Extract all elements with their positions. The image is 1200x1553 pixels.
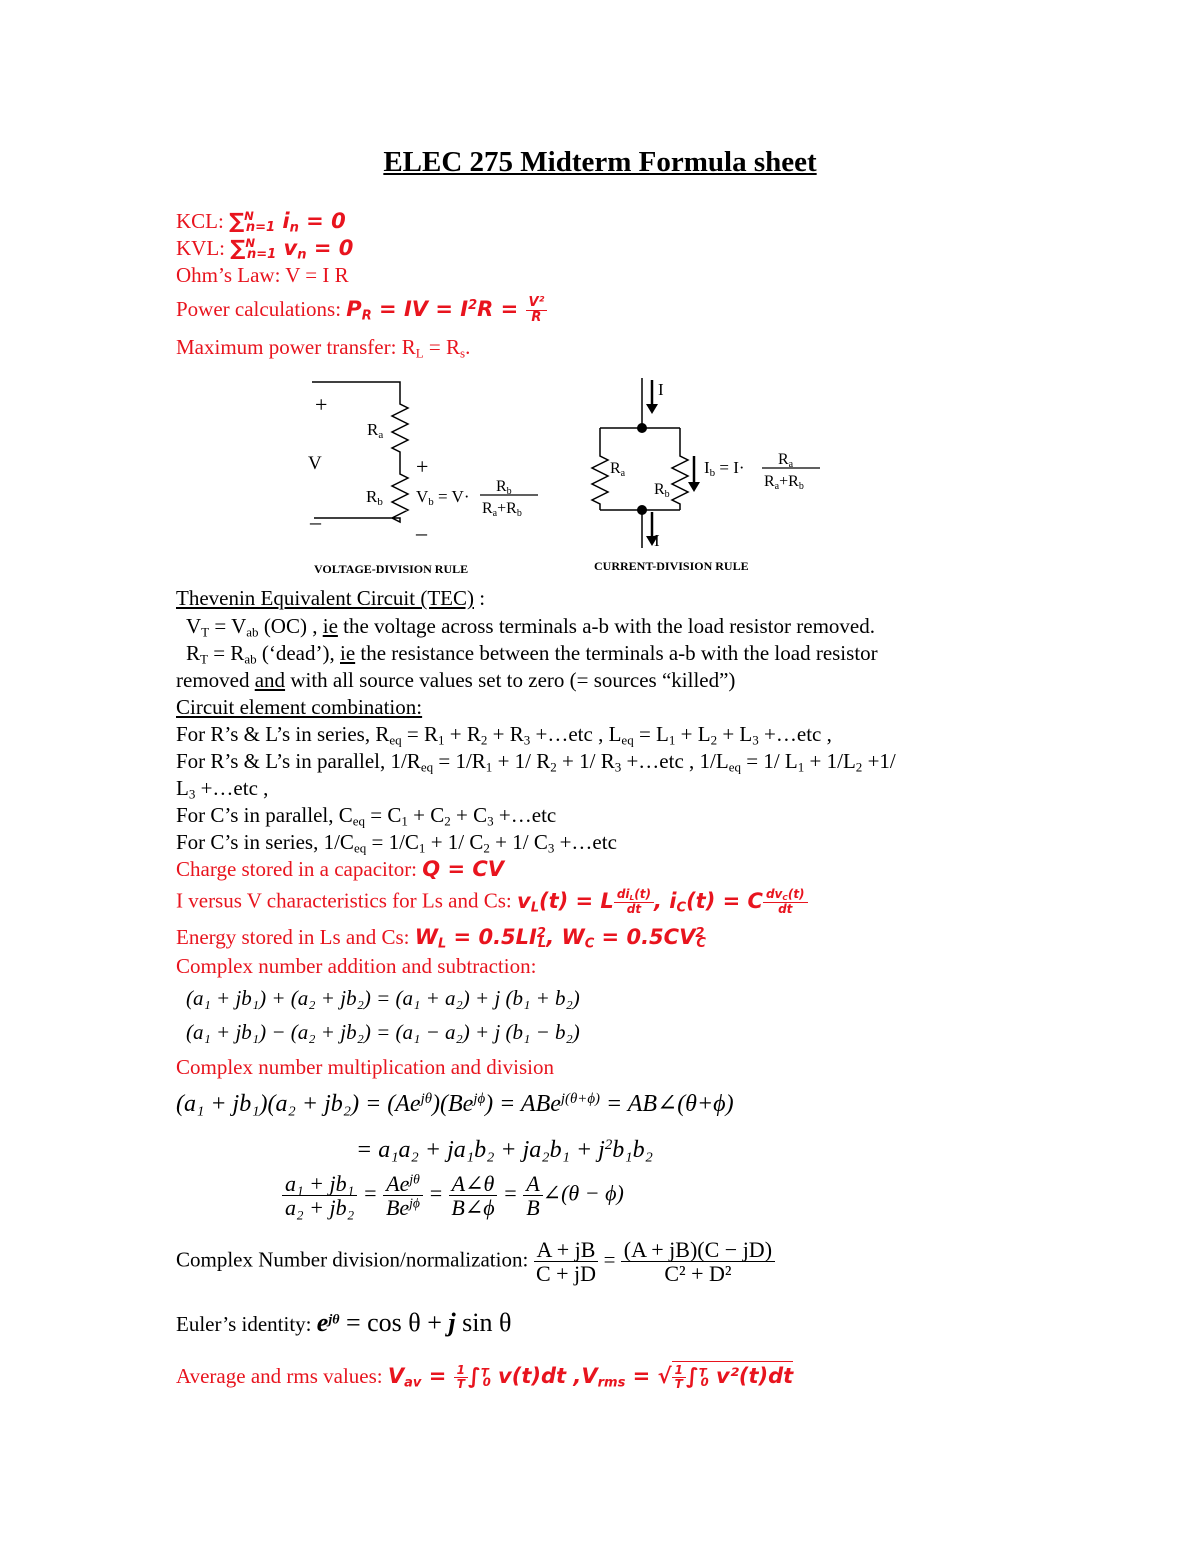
charge-line: Charge stored in a capacitor: Q = CV bbox=[176, 857, 505, 881]
complex-mul-expansion: = $a_1a_2 + ja_1b_2 + ja_2b_1 + j^2b_1b_2$ bbox=[356, 1137, 653, 1164]
cd-arrow-ib-head bbox=[688, 482, 700, 492]
cd-rb-wire bbox=[672, 428, 688, 510]
vd-rb-label: Rb bbox=[366, 487, 383, 508]
vd-denominator: Ra+Rb bbox=[482, 500, 522, 519]
power-line bbox=[176, 296, 547, 324]
power-label: Power calculations: bbox=[176, 297, 342, 322]
thevenin-vt: $V_T = V_{ab}$ (OC) , ie the voltage across terminals a-b with the load resistor removed. bbox=[186, 614, 875, 640]
kvl-label: KVL: bbox=[176, 236, 225, 261]
average-rms-equation: $V_{av}$ = $\frac{1}{T}$ ∫$^T_0$ v(t)dt $,V_{rms}$ = √ $\frac{1}{T}$ ∫$^T_0$ v²(t)dt bbox=[387, 1363, 794, 1391]
parallel-l3-line: $L_3$ +…etc , bbox=[176, 776, 269, 802]
vd-vb-formula: Vb = V· bbox=[416, 487, 470, 508]
vd-caption: VOLTAGE-DIVISION RULE bbox=[314, 562, 469, 576]
thevenin-rt: $R_T = R_{ab}$ (‘dead’), ie the resistance between the terminals a-b with the load resistor bbox=[186, 641, 878, 667]
cd-denominator: Ra+Rb bbox=[764, 473, 804, 492]
kcl-equation: ∑$^N_{n=1}$ $i_n = 0$ bbox=[229, 209, 346, 236]
cd-bottom-node bbox=[637, 505, 647, 515]
complex-div-formula: $\frac{\text{a₁ + jb₁}}{\text{a₂ + jb₂}}$ = $\frac{Ae^{j\theta}}{Be^{j\phi}}$ = $\frac{A\angle\theta}{B\angle\phi}$ = $\frac{A}{B}$ ∠(θ − ϕ) bbox=[282, 1172, 624, 1219]
thevenin-heading: Thevenin Equivalent Circuit (TEC) : bbox=[176, 586, 486, 610]
cd-ra-label: Ra bbox=[610, 460, 626, 479]
energy-line: Energy stored in Ls and Cs: $W_L = 0.5LI^2_L$, $W_C = 0.5CV^2_C$ bbox=[176, 925, 706, 952]
complex-sub-formula: (a₁ + jb₁) − (a₂ + jb₂) = (a₁ − a₂) + j (b₁ − b₂) bbox=[186, 1020, 580, 1044]
complex-add-heading: Complex number addition and subtraction: bbox=[176, 954, 537, 978]
cd-ib-formula: Ib = I· bbox=[704, 458, 745, 479]
vd-minus-vb: – bbox=[416, 520, 427, 545]
iv-equation: $v_L(t) = L$ $\frac{di_L(t)}{dt}$ , $i_C(t) = C$ $\frac{dv_C(t)}{dt}$ bbox=[517, 889, 808, 913]
vd-ra-label: Ra bbox=[367, 420, 384, 441]
voltage-divider-diagram bbox=[300, 372, 560, 582]
parallel-c-line: For C’s in parallel, $C_{eq} = C_1 + C_2 + C_3$ +…etc bbox=[176, 803, 557, 829]
current-divider-diagram bbox=[588, 372, 838, 582]
cd-caption: CURRENT-DIVISION RULE bbox=[594, 559, 749, 573]
power-equation: $P_R$ = IV = $I^2R$ = $\frac{\text{V²}}{R}$ bbox=[346, 297, 547, 321]
energy-equation: $W_L = 0.5LI^2_L$, $W_C = 0.5CV^2_C$ bbox=[414, 925, 706, 952]
average-rms-line: Average and rms values: $V_{av}$ = $\frac{1}{T}$ ∫$^T_0$ v(t)dt $,V_{rms}$ = √ $\frac{1}{T}$ ∫$^T_0$ v²(t)dt bbox=[176, 1363, 794, 1391]
series-rl-line: For R’s & L’s in series, $R_{eq} = R_1 + R_2 + R_3$ +…etc , $L_{eq} = L_1 + L_2 + L_3$ +…etc , bbox=[176, 722, 832, 748]
thevenin-removed: removed and with all source values set to zero (= sources “killed”) bbox=[176, 668, 736, 692]
euler-line: Euler’s identity: $e^{j\theta} = \cos \theta + j$ sin θ bbox=[176, 1308, 512, 1337]
kcl-label: KCL: bbox=[176, 209, 224, 234]
series-c-line: For C’s in series, $1/C_{eq} = 1/C_1 + 1/$ $C_2 + 1/$ $C_3$ +…etc bbox=[176, 830, 617, 856]
charge-equation: Q = CV bbox=[422, 857, 505, 881]
cd-numerator: Ra bbox=[778, 451, 794, 470]
combination-heading: Circuit element combination: bbox=[176, 695, 423, 719]
complex-norm-line: Complex Number division/normalization: $\frac{A + jB}{C + jD}$ = $\frac{(A + jB)(C - jD)}{\text{C² + D²}}$ bbox=[176, 1238, 775, 1285]
complex-add-formula: (a₁ + jb₁) + (a₂ + jb₂) = (a₁ + a₂) + j (b₁ + b₂) bbox=[186, 986, 580, 1010]
vd-numerator: Rb bbox=[496, 478, 512, 497]
ohms-law: Ohm’s Law: V = I R bbox=[176, 263, 349, 287]
cd-top-node bbox=[637, 423, 647, 433]
kvl-equation: ∑$^N_{n=1}$ $v_n = 0$ bbox=[230, 236, 354, 263]
vd-plus-top: + bbox=[315, 392, 328, 417]
vd-source-label: V bbox=[308, 453, 322, 474]
kvl-line bbox=[176, 238, 353, 261]
max-power-line: Maximum power transfer: $R_L = R_s$. bbox=[176, 335, 471, 361]
parallel-rl-line: For R’s & L’s in parallel, $1/R_{eq} = 1/R_1 + 1/$ $R_2 + 1/$ $R_3$ +…etc , $1/L_{eq} = 1/$ $L_1 + 1/L_2 +1/$ bbox=[176, 749, 896, 775]
kcl-line bbox=[176, 211, 346, 234]
vd-minus-bottom: – bbox=[310, 509, 321, 534]
vd-plus-vb: + bbox=[416, 454, 429, 479]
cd-ra-wire bbox=[592, 428, 608, 510]
complex-mul-formula: $(a_1 + jb_1)(a_2 + jb_2) = (Ae^{j\theta})(Be^{j\phi}) = ABe^{j(\theta+\phi)}$ = AB∠(θ+ϕ) bbox=[176, 1091, 734, 1118]
page-title: ELEC 275 Midterm Formula sheet bbox=[383, 146, 817, 178]
complex-mul-heading: Complex number multiplication and division bbox=[176, 1055, 554, 1079]
iv-line: I versus V characteristics for Ls and Cs: $v_L(t) = L$ $\frac{di_L(t)}{dt}$ , $i_C(t) = C$ $\frac{dv_C(t)}{dt}$ bbox=[176, 888, 808, 915]
cd-rb-label: Rb bbox=[654, 481, 670, 500]
cd-i-bottom: I bbox=[654, 531, 660, 550]
cd-arrow-top-head bbox=[646, 404, 658, 414]
cd-i-top: I bbox=[658, 380, 664, 399]
